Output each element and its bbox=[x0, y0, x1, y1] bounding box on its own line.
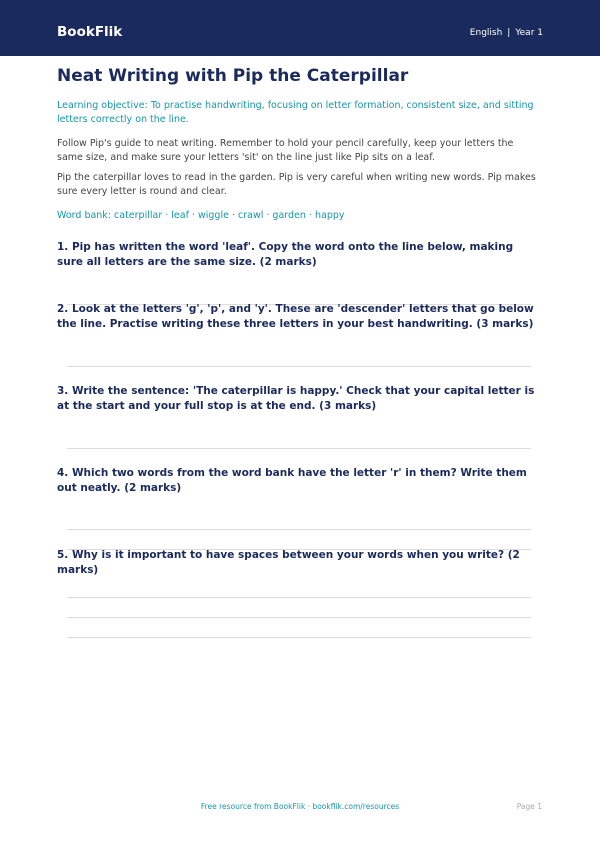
story-paragraph: Pip the caterpillar loves to read in the garden. Pip is very careful when writing new words. Pip makes sure every letter is round and clear. bbox=[57, 172, 536, 197]
answer-line[interactable] bbox=[67, 529, 531, 530]
page-number: Page 1 bbox=[516, 802, 542, 811]
question-1: 1. Pip has written the word 'leaf'. Copy the word onto the line below, making sure all letters are the same size. (2 marks) bbox=[57, 241, 514, 268]
brand-logo-text[interactable]: BookFlik bbox=[57, 24, 123, 40]
question-3: 3. Write the sentence: 'The caterpillar is happy.' Check that your capital letter is at the start and your full stop is at the end. (3 marks) bbox=[57, 385, 535, 412]
question-5: 5. Why is it important to have spaces between your words when you write? (2 marks) bbox=[57, 549, 520, 576]
question-2: 2. Look at the letters 'g', 'p', and 'y'. These are 'descender' letters that go below the line. Practise writing these three letters in your best handwriting. (3 marks) bbox=[57, 303, 534, 330]
answer-line[interactable] bbox=[67, 448, 531, 449]
header-separator: | bbox=[507, 28, 511, 38]
header-meta bbox=[470, 28, 543, 38]
site-header bbox=[0, 0, 600, 56]
learning-objective: Learning objective: To practise handwriting, focusing on letter formation, consistent size, and sitting letters correctly on the line. bbox=[57, 100, 534, 125]
year-label: Year 1 bbox=[515, 28, 543, 38]
question-4: 4. Which two words from the word bank have the letter 'r' in them? Write them out neatly. (2 marks) bbox=[57, 467, 527, 494]
answer-line[interactable] bbox=[67, 597, 531, 598]
subject-label: English bbox=[469, 28, 503, 38]
word-bank: Word bank: caterpillar · leaf · wiggle · crawl · garden · happy bbox=[57, 210, 345, 221]
intro-paragraph: Follow Pip's guide to neat writing. Remember to hold your pencil carefully, keep your letters the same size, and make sure your letters 'sit' on the line just like Pip sits on a leaf. bbox=[57, 138, 514, 163]
footer-link[interactable]: Free resource from BookFlik · bookflik.com/resources bbox=[200, 802, 400, 811]
answer-line[interactable] bbox=[67, 366, 531, 367]
page-title: Neat Writing with Pip the Caterpillar bbox=[57, 66, 409, 86]
answer-line[interactable] bbox=[67, 617, 531, 618]
answer-line[interactable] bbox=[67, 637, 531, 638]
